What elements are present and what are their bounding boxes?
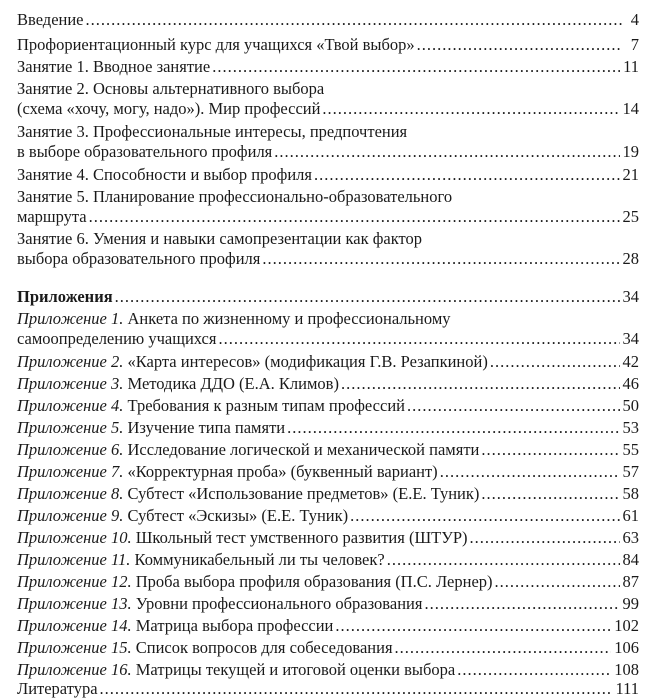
appendix-label: Приложение 4. bbox=[17, 396, 124, 415]
appendix-label: Приложение 6. bbox=[17, 440, 124, 459]
leader-dots bbox=[424, 594, 619, 614]
toc-page: 55 bbox=[622, 440, 639, 459]
toc-title: Субтест «Использование предметов» (Е.Е. Туник) bbox=[127, 484, 480, 503]
toc-entry-literature[interactable] bbox=[17, 679, 639, 699]
toc-entry-course[interactable] bbox=[17, 35, 639, 55]
toc-entry-appendix-14[interactable] bbox=[17, 616, 639, 636]
leader-dots bbox=[407, 396, 620, 416]
leader-dots bbox=[350, 506, 619, 526]
toc-entry-appendix-12[interactable] bbox=[17, 572, 639, 592]
toc-title: «Карта интересов» (модификация Г.В. Резапкиной) bbox=[127, 352, 488, 371]
leader-dots bbox=[457, 660, 611, 680]
toc-title: Матрица выбора профессии bbox=[135, 616, 334, 635]
toc-page: 57 bbox=[622, 462, 639, 481]
toc-entry-appendix-15[interactable] bbox=[17, 638, 639, 658]
toc-page: 25 bbox=[622, 207, 639, 226]
toc-title: Список вопросов для собеседования bbox=[135, 638, 393, 657]
appendix-label: Приложение 3. bbox=[17, 374, 124, 393]
toc-page: 34 bbox=[622, 329, 639, 348]
toc-title: Занятие 4. Способности и выбор профиля bbox=[17, 165, 312, 184]
toc-entry-lesson-6[interactable] bbox=[17, 229, 639, 269]
toc-page: 42 bbox=[622, 352, 639, 371]
toc-page: 111 bbox=[615, 679, 639, 698]
toc-page: 4 bbox=[630, 10, 639, 29]
toc-title-line-1: Занятие 2. Основы альтернативного выбора bbox=[17, 79, 325, 98]
toc-title: Уровни профессионального образования bbox=[135, 594, 423, 613]
toc-page: 11 bbox=[623, 57, 639, 76]
toc-page: 99 bbox=[622, 594, 639, 613]
leader-dots bbox=[218, 329, 619, 349]
appendix-label: Приложение 8. bbox=[17, 484, 124, 503]
toc-page: 19 bbox=[622, 142, 639, 161]
toc-title-line-1: Занятие 3. Профессиональные интересы, предпочтения bbox=[17, 122, 408, 141]
toc-page: 108 bbox=[614, 660, 639, 679]
leader-dots bbox=[395, 638, 612, 658]
toc-page: 34 bbox=[622, 287, 639, 306]
toc-title: Коммуникабельный ли ты человек? bbox=[134, 550, 385, 569]
toc-title-line-2: выбора образовательного профиля bbox=[17, 249, 261, 268]
leader-dots bbox=[262, 249, 619, 269]
toc-entry-appendix-5[interactable] bbox=[17, 418, 639, 438]
toc-title-line-2: маршрута bbox=[17, 207, 87, 226]
toc-entry-lesson-2[interactable] bbox=[17, 79, 639, 119]
leader-dots bbox=[115, 287, 620, 307]
toc-entry-intro[interactable] bbox=[17, 10, 639, 30]
toc-title-line-1: Занятие 6. Умения и навыки самопрезентации как фактор bbox=[17, 229, 423, 248]
toc-title: Школьный тест умственного развития (ШТУР) bbox=[135, 528, 468, 547]
toc-page: 84 bbox=[622, 550, 639, 569]
leader-dots bbox=[341, 374, 620, 394]
toc-title: Профориентационный курс для учащихся «Твой выбор» bbox=[17, 35, 415, 54]
toc-title-line-2: самоопределению учащихся bbox=[17, 329, 217, 348]
toc-entry-appendices[interactable] bbox=[17, 287, 639, 307]
toc-page: 7 bbox=[630, 35, 639, 54]
toc-entry-appendix-1[interactable] bbox=[17, 309, 639, 349]
leader-dots bbox=[470, 528, 620, 548]
toc-title-line-2: (схема «хочу, могу, надо»). Мир профессий bbox=[17, 99, 321, 118]
toc-title: Изучение типа памяти bbox=[127, 418, 286, 437]
toc-entry-lesson-1[interactable] bbox=[17, 57, 639, 77]
toc-section-title: Приложения bbox=[17, 287, 113, 306]
leader-dots bbox=[335, 616, 611, 636]
appendix-label: Приложение 2. bbox=[17, 352, 124, 371]
toc-page: 63 bbox=[622, 528, 639, 547]
toc-title: «Корректурная проба» (буквенный вариант) bbox=[127, 462, 438, 481]
toc-page: 14 bbox=[622, 99, 639, 118]
toc-entry-appendix-11[interactable] bbox=[17, 550, 639, 570]
toc-page: 21 bbox=[622, 165, 639, 184]
toc-page: 50 bbox=[622, 396, 639, 415]
toc-entry-appendix-4[interactable] bbox=[17, 396, 639, 416]
toc-title: Субтест «Эскизы» (Е.Е. Туник) bbox=[127, 506, 349, 525]
toc-entry-appendix-2[interactable] bbox=[17, 352, 639, 372]
leader-dots bbox=[490, 352, 620, 372]
leader-dots bbox=[440, 462, 620, 482]
toc-page: 58 bbox=[622, 484, 639, 503]
appendix-label: Приложение 7. bbox=[17, 462, 124, 481]
leader-dots bbox=[481, 440, 619, 460]
toc-page: 102 bbox=[614, 616, 639, 635]
toc-page: 106 bbox=[614, 638, 639, 657]
appendix-label: Приложение 16. bbox=[17, 660, 132, 679]
appendix-label: Приложение 10. bbox=[17, 528, 132, 547]
toc-title-line-1: Занятие 5. Планирование профессионально-образовательного bbox=[17, 187, 453, 206]
leader-dots bbox=[274, 142, 619, 162]
leader-dots bbox=[100, 679, 613, 699]
leader-dots bbox=[417, 35, 622, 55]
appendix-label: Приложение 9. bbox=[17, 506, 124, 525]
toc-page: 87 bbox=[622, 572, 639, 591]
toc-title-line-1: Анкета по жизненному и профессиональному bbox=[127, 309, 451, 328]
toc-title: Методика ДДО (Е.А. Климов) bbox=[127, 374, 339, 393]
appendix-label: Приложение 11. bbox=[17, 550, 131, 569]
appendix-label: Приложение 14. bbox=[17, 616, 132, 635]
leader-dots bbox=[481, 484, 619, 504]
leader-dots bbox=[287, 418, 619, 438]
leader-dots bbox=[212, 57, 620, 77]
toc-page: 46 bbox=[622, 374, 639, 393]
appendix-label: Приложение 12. bbox=[17, 572, 132, 591]
leader-dots bbox=[89, 207, 620, 227]
toc-entry-appendix-13[interactable] bbox=[17, 594, 639, 614]
toc-entry-lesson-4[interactable] bbox=[17, 165, 639, 185]
toc-entry-appendix-16[interactable] bbox=[17, 660, 639, 680]
leader-dots bbox=[86, 10, 622, 30]
toc-entry-appendix-7[interactable] bbox=[17, 462, 639, 482]
appendix-label: Приложение 1. bbox=[17, 309, 124, 328]
toc-entry-appendix-3[interactable] bbox=[17, 374, 639, 394]
toc-entry-appendix-10[interactable] bbox=[17, 528, 639, 548]
toc-entry-lesson-5[interactable] bbox=[17, 187, 639, 227]
toc-title: Проба выбора профиля образования (П.С. Лернер) bbox=[135, 572, 493, 591]
appendix-label: Приложение 13. bbox=[17, 594, 132, 613]
toc-title-line-2: в выборе образовательного профиля bbox=[17, 142, 273, 161]
toc-entry-lesson-3[interactable] bbox=[17, 122, 639, 162]
toc-title: Занятие 1. Вводное занятие bbox=[17, 57, 211, 76]
leader-dots bbox=[322, 99, 619, 119]
toc-title: Введение bbox=[17, 10, 84, 29]
toc-title: Матрицы текущей и итоговой оценки выбора bbox=[135, 660, 456, 679]
appendix-label: Приложение 15. bbox=[17, 638, 132, 657]
appendix-label: Приложение 5. bbox=[17, 418, 124, 437]
toc-entry-appendix-8[interactable] bbox=[17, 484, 639, 504]
leader-dots bbox=[387, 550, 620, 570]
leader-dots bbox=[495, 572, 620, 592]
toc-page: 61 bbox=[622, 506, 639, 525]
leader-dots bbox=[314, 165, 620, 185]
toc-title: Исследование логической и механической памяти bbox=[127, 440, 480, 459]
toc-entry-appendix-9[interactable] bbox=[17, 506, 639, 526]
toc-page: 53 bbox=[622, 418, 639, 437]
toc-entry-appendix-6[interactable] bbox=[17, 440, 639, 460]
toc-title: Требования к разным типам профессий bbox=[127, 396, 405, 415]
toc-page: 28 bbox=[622, 249, 639, 268]
toc-title: Литература bbox=[17, 679, 98, 698]
